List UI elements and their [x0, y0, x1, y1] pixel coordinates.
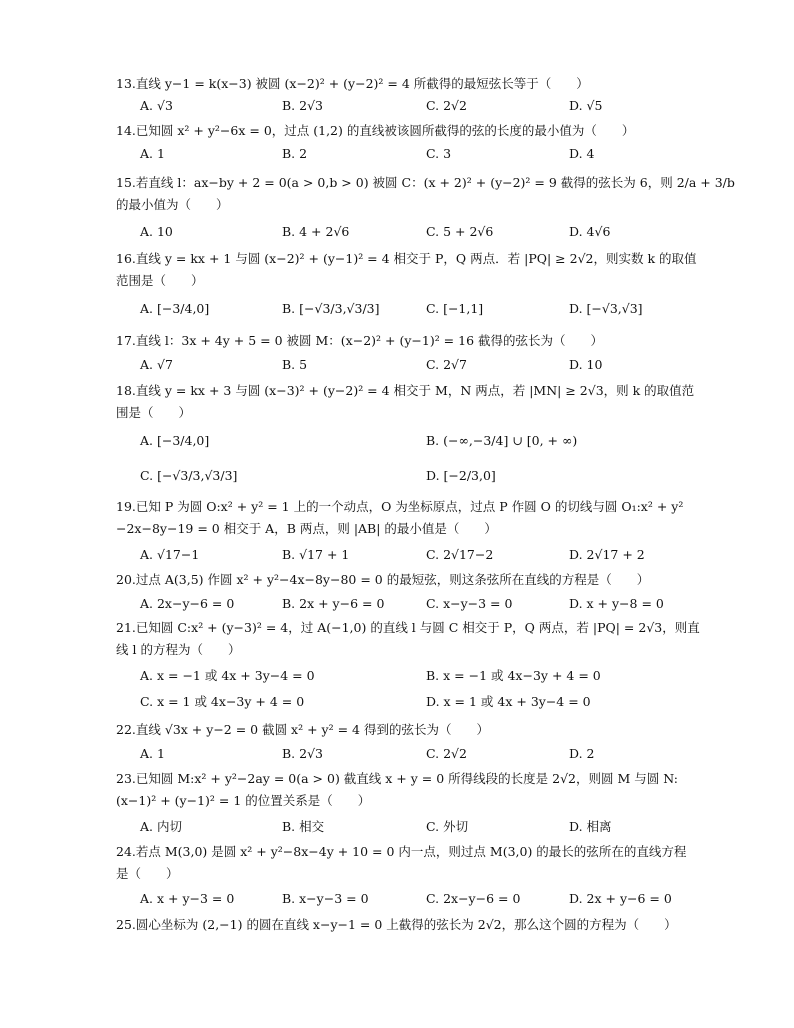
question-text: 圆心坐标为 (2,−1) 的圆在直线 x−y−1 = 0 上截得的弦长为 2√2，那么这个圆的方程为（ ） — [135, 917, 677, 932]
option-b: B. 相交 — [282, 819, 325, 834]
option-d: D. 2√17 + 2 — [569, 547, 645, 562]
option-b: B. x−y−3 = 0 — [282, 891, 369, 906]
option-c: C. 2√2 — [426, 98, 467, 113]
option-c: C. 2x−y−6 = 0 — [426, 891, 521, 906]
question-13-options — [140, 95, 720, 117]
option-b: B. 2x + y−6 = 0 — [282, 596, 385, 611]
question-text-continued: (x−1)² + (y−1)² = 1 的位置关系是（ ） — [116, 793, 371, 808]
option-c: C. 外切 — [426, 819, 469, 834]
option-d: D. 相离 — [569, 819, 612, 834]
question-number: 19. — [116, 499, 136, 514]
question-number: 17. — [116, 333, 136, 348]
question-text: 直线 y = kx + 1 与圆 (x−2)² + (y−1)² = 4 相交于 P，Q 两点．若 |PQ| ≥ 2√2，则实数 k 的取值 — [135, 251, 697, 266]
question-text: 过点 A(3,5) 作圆 x² + y²−4x−8y−80 = 0 的最短弦，则这条弦所在直线的方程是（ ） — [135, 572, 650, 587]
question-24 — [116, 841, 716, 885]
option-c: C. 5 + 2√6 — [426, 224, 494, 239]
question-text: 若点 M(3,0) 是圆 x² + y²−8x−4y + 10 = 0 内一点，则过点 M(3,0) 的最长的弦所在的直线方程 — [135, 844, 687, 859]
question-text: 直线 y−1 = k(x−3) 被圆 (x−2)² + (y−2)² = 4 所截得的最短弦长等于（ ） — [135, 76, 589, 91]
question-22-options — [140, 743, 720, 765]
question-18-options-row1 — [140, 430, 720, 452]
question-text: 已知圆 C:x² + (y−3)² = 4，过 A(−1,0) 的直线 l 与圆 C 相交于 P，Q 两点，若 |PQ| = 2√3，则直 — [135, 620, 700, 635]
question-number: 16. — [116, 251, 136, 266]
question-text-continued: 的最小值为（ ） — [116, 197, 229, 212]
option-d: D. [−2/3,0] — [426, 468, 496, 483]
question-21 — [116, 617, 716, 661]
question-number: 20. — [116, 572, 136, 587]
option-d: D. 2 — [569, 746, 595, 761]
question-19-options — [140, 544, 720, 566]
question-13 — [116, 73, 716, 95]
question-text: 直线 l：3x + 4y + 5 = 0 被圆 M：(x−2)² + (y−1)² = 16 截得的弦长为（ ） — [135, 333, 604, 348]
option-c: C. 2√2 — [426, 746, 467, 761]
question-text: 已知圆 x² + y²−6x = 0，过点 (1,2) 的直线被该圆所截得的弦的长度的最小值为（ ） — [135, 123, 635, 138]
option-d: D. x = 1 或 4x + 3y−4 = 0 — [426, 694, 591, 709]
option-a: A. 10 — [140, 224, 173, 239]
option-b: B. [−√3/3,√3/3] — [282, 301, 380, 316]
option-a: A. [−3/4,0] — [140, 301, 210, 316]
option-a: A. x = −1 或 4x + 3y−4 = 0 — [140, 668, 315, 683]
option-a: A. x + y−3 = 0 — [140, 891, 235, 906]
question-25 — [116, 914, 716, 936]
option-b: B. 2 — [282, 146, 308, 161]
question-text-continued: 线 l 的方程为（ ） — [116, 642, 241, 657]
question-15-options — [140, 221, 720, 243]
question-23-options — [140, 816, 720, 838]
question-24-options — [140, 888, 720, 910]
option-c: C. [−√3/3,√3/3] — [140, 468, 238, 483]
question-number: 25. — [116, 917, 136, 932]
option-b: B. 2√3 — [282, 746, 324, 761]
question-number: 15. — [116, 175, 136, 190]
question-17 — [116, 330, 716, 352]
option-a: A. 内切 — [140, 819, 182, 834]
option-c: C. [−1,1] — [426, 301, 484, 316]
option-b: B. 5 — [282, 357, 308, 372]
question-number: 21. — [116, 620, 136, 635]
question-18-options-row2 — [140, 465, 720, 487]
question-text-continued: 范围是（ ） — [116, 273, 204, 288]
option-d: D. x + y−8 = 0 — [569, 596, 664, 611]
question-14 — [116, 120, 716, 142]
question-text-continued: −2x−8y−19 = 0 相交于 A，B 两点，则 |AB| 的最小值是（ ） — [116, 521, 497, 536]
question-22 — [116, 719, 716, 741]
question-20-options — [140, 593, 720, 615]
question-14-options — [140, 143, 720, 165]
question-17-options — [140, 354, 720, 376]
option-b: B. x = −1 或 4x−3y + 4 = 0 — [426, 668, 601, 683]
question-15 — [116, 172, 735, 216]
option-c: C. x−y−3 = 0 — [426, 596, 513, 611]
question-16 — [116, 248, 716, 292]
option-d: D. 10 — [569, 357, 603, 372]
question-number: 24. — [116, 844, 136, 859]
question-text: 直线 √3x + y−2 = 0 截圆 x² + y² = 4 得到的弦长为（ ） — [135, 722, 489, 737]
option-b: B. 4 + 2√6 — [282, 224, 350, 239]
question-16-options — [140, 298, 720, 320]
option-c: C. 2√7 — [426, 357, 467, 372]
option-d: D. 4 — [569, 146, 595, 161]
question-text: 已知圆 M:x² + y²−2ay = 0(a > 0) 截直线 x + y = 0 所得线段的长度是 2√2，则圆 M 与圆 N: — [135, 771, 678, 786]
question-21-options-row2 — [140, 691, 720, 713]
option-d: D. [−√3,√3] — [569, 301, 643, 316]
option-d: D. 4√6 — [569, 224, 611, 239]
option-a: A. 1 — [140, 746, 165, 761]
option-c: C. 2√17−2 — [426, 547, 494, 562]
question-text: 直线 y = kx + 3 与圆 (x−3)² + (y−2)² = 4 相交于 M，N 两点，若 |MN| ≥ 2√3，则 k 的取值范 — [135, 383, 695, 398]
question-number: 13. — [116, 76, 136, 91]
option-a: A. √3 — [140, 98, 173, 113]
question-number: 22. — [116, 722, 136, 737]
question-23 — [116, 768, 716, 812]
option-b: B. (−∞,−3/4] ∪ [0, + ∞) — [426, 433, 578, 448]
option-a: A. 2x−y−6 = 0 — [140, 596, 235, 611]
question-text: 若直线 l：ax−by + 2 = 0(a > 0,b > 0) 被圆 C：(x + 2)² + (y−2)² = 9 截得的弦长为 6，则 2/a + 3/b — [135, 175, 735, 190]
question-number: 23. — [116, 771, 136, 786]
question-number: 18. — [116, 383, 136, 398]
option-a: A. 1 — [140, 146, 165, 161]
question-18 — [116, 380, 716, 424]
question-number: 14. — [116, 123, 136, 138]
option-d: D. √5 — [569, 98, 603, 113]
question-text-continued: 围是（ ） — [116, 405, 192, 420]
question-20 — [116, 569, 716, 591]
option-a: A. √17−1 — [140, 547, 200, 562]
option-d: D. 2x + y−6 = 0 — [569, 891, 672, 906]
option-c: C. x = 1 或 4x−3y + 4 = 0 — [140, 694, 305, 709]
option-b: B. √17 + 1 — [282, 547, 350, 562]
question-text-continued: 是（ ） — [116, 866, 179, 881]
question-21-options-row1 — [140, 665, 720, 687]
option-b: B. 2√3 — [282, 98, 324, 113]
question-19 — [116, 496, 716, 540]
option-c: C. 3 — [426, 146, 452, 161]
option-a: A. √7 — [140, 357, 173, 372]
option-a: A. [−3/4,0] — [140, 433, 210, 448]
question-text: 已知 P 为圆 O:x² + y² = 1 上的一个动点，O 为坐标原点，过点 P 作圆 O 的切线与圆 O₁:x² + y² — [135, 499, 684, 514]
